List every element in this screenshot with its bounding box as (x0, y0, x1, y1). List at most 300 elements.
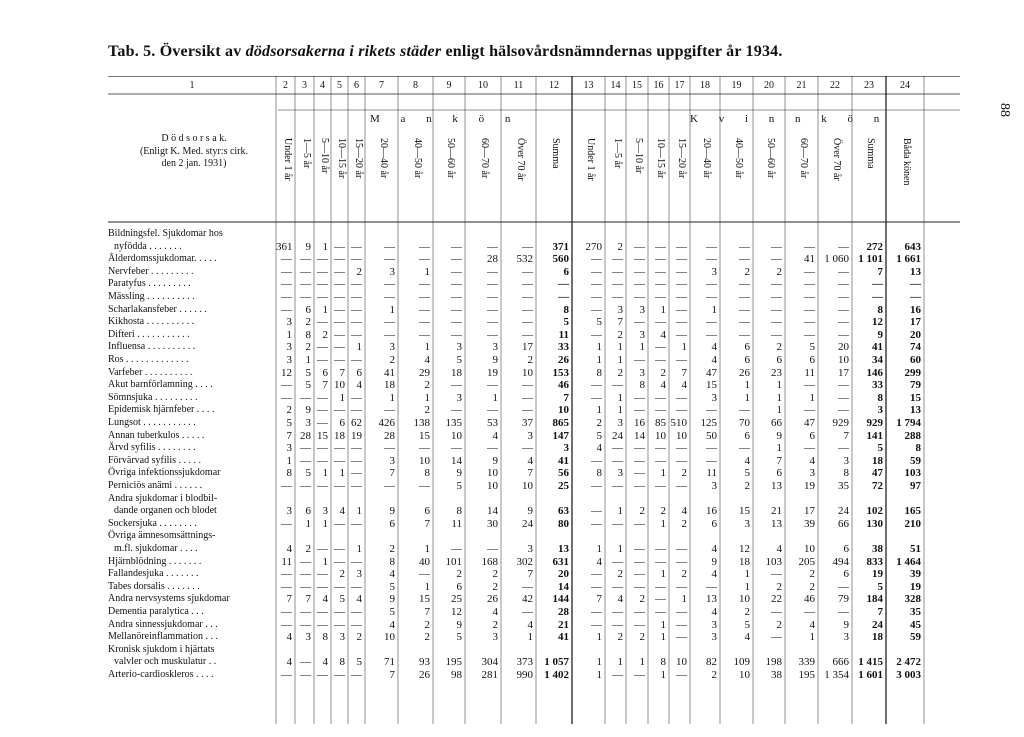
table-cell: — (739, 240, 750, 253)
table-cell: — (300, 253, 311, 266)
table-cell: 8 (424, 467, 430, 480)
table-cell: 1 (596, 631, 602, 644)
table-cell: 1 (776, 379, 782, 392)
table-cell: 2 (639, 593, 645, 606)
table-cell: 34 (872, 354, 883, 366)
table-cell: 47 (872, 467, 883, 480)
table-cell: 929 (866, 417, 883, 429)
table-cell: — (804, 265, 815, 278)
table-cell: 4 (744, 631, 750, 644)
table-cell: 12 (281, 366, 292, 379)
table-cell: — (634, 517, 645, 530)
table-cell: 50 (706, 429, 717, 442)
table-cell: — (634, 240, 645, 253)
table-cell: 4 (744, 454, 750, 467)
table-cell: — (910, 278, 921, 291)
table-cell: — (351, 555, 362, 568)
table-cell: 328 (904, 593, 921, 606)
column-number: 23 (864, 80, 874, 91)
row-label: Mellanöreinflammation . . . (108, 631, 218, 643)
table-cell: 2 (660, 366, 666, 379)
table-cell: 1 661 (896, 253, 921, 266)
table-cell: 2 (389, 543, 395, 555)
table-cell: 1 (639, 656, 645, 669)
table-cell: 299 (904, 366, 921, 379)
age-header-female: 60—70 år (797, 138, 809, 179)
table-cell: 3 (711, 265, 717, 278)
table-cell: — (351, 480, 362, 492)
table-cell: — (634, 467, 645, 480)
table-cell: — (706, 253, 717, 266)
table-cell: 9 (776, 429, 782, 442)
table-cell: — (706, 404, 717, 417)
table-cell: 46 (558, 379, 569, 392)
table-cell: 2 (424, 404, 430, 417)
row-label: Andra nervsystems sjukdomar (108, 593, 230, 605)
table-cell: 11 (706, 467, 717, 480)
table-cell: 25 (451, 593, 462, 606)
table-cell: 15 (739, 505, 750, 518)
table-cell: 560 (552, 253, 569, 266)
table-cell: — (804, 278, 815, 291)
table-cell: — (676, 354, 687, 366)
table-cell: 643 (904, 240, 921, 253)
table-cell: 4 (596, 442, 602, 455)
table-cell: 93 (419, 656, 430, 669)
row-label: Andra sjukdomar i blodbil- (108, 492, 218, 504)
table-cell: 42 (522, 593, 533, 606)
table-cell: — (634, 265, 645, 278)
row-label: Influensa . . . . . . . . . . (108, 341, 196, 353)
table-cell: 41 (558, 631, 569, 644)
table-cell: 7 (843, 429, 849, 442)
row-label: Perniciös anämi . . . . . . (108, 480, 203, 491)
table-cell: — (739, 253, 750, 266)
table-cell: 10 (522, 480, 533, 492)
table-cell: 4 (356, 379, 362, 392)
table-cell: 990 (516, 669, 533, 681)
table-cell: 2 (356, 265, 362, 278)
table-cell: 5 (339, 593, 345, 606)
table-cell: — (634, 316, 645, 329)
table-cell: 1 (617, 391, 623, 404)
table-cell: 11 (451, 517, 462, 530)
table-cell: 7 (389, 669, 395, 681)
table-cell: — (281, 606, 292, 618)
table-cell: 2 (339, 568, 345, 581)
table-cell: 1 (711, 303, 717, 316)
table-cell: 11 (281, 555, 292, 568)
table-cell: — (612, 555, 623, 568)
table-cell: — (351, 354, 362, 366)
table-cell: 5 (389, 606, 395, 618)
table-cell: 1 (389, 303, 395, 316)
table-cell: 21 (771, 505, 782, 518)
table-cell: — (522, 328, 533, 341)
age-header-male: 40—50 år (411, 138, 423, 179)
table-cell: — (771, 328, 782, 341)
table-cell: 1 (356, 543, 362, 555)
table-cell: — (739, 328, 750, 341)
table-cell: 7 (776, 454, 782, 467)
table-cell: — (334, 341, 345, 354)
table-cell: — (771, 316, 782, 329)
table-cell: 1 (596, 669, 602, 681)
table-cell: 2 (711, 669, 717, 681)
table-cell: — (451, 278, 462, 291)
table-cell: — (419, 480, 430, 492)
table-cell: — (281, 265, 292, 278)
table-cell: 6 (389, 517, 395, 530)
table-cell: — (771, 631, 782, 644)
table-cell: 10 (384, 631, 395, 644)
table-cell: 10 (558, 404, 569, 417)
table-cell: 26 (487, 593, 498, 606)
table-cell: — (334, 328, 345, 341)
table-cell: — (351, 316, 362, 329)
table-cell: 1 (356, 505, 362, 518)
age-header-male: 60—70 år (479, 138, 490, 179)
row-label: Bildningsfel. Sjukdomar hos (108, 228, 223, 239)
table-cell: — (676, 606, 687, 618)
row-label: Lungsot . . . . . . . . . . . (108, 417, 196, 428)
table-cell: 17 (838, 366, 849, 379)
table-cell: 7 (339, 366, 345, 379)
table-cell: — (676, 240, 687, 253)
table-cell: 10 (838, 354, 849, 366)
table-cell: 2 (617, 631, 623, 644)
table-cell: 7 (286, 593, 292, 606)
table-cell: 1 (424, 391, 430, 404)
table-cell: 2 (617, 366, 623, 379)
table-cell: — (739, 404, 750, 417)
table-cell: 59 (910, 454, 921, 467)
table-cell: 3 (286, 354, 292, 366)
table-cell: — (419, 316, 430, 329)
table-cell: 8 (339, 656, 345, 669)
table-cell: — (591, 391, 602, 404)
age-header-female: 15—20 år (675, 138, 687, 179)
table-cell: 2 (492, 618, 498, 631)
table-cell: — (522, 265, 533, 278)
table-cell: — (634, 442, 645, 455)
table-cell: 5 (596, 429, 602, 442)
table-cell: — (281, 278, 292, 291)
table-cell: 270 (585, 240, 602, 253)
table-cell: 3 (563, 442, 569, 455)
table-cell: 8 (596, 467, 602, 480)
table-cell: 302 (516, 555, 533, 568)
table-cell: — (591, 606, 602, 618)
table-cell: 4 (286, 543, 292, 555)
table-cell: — (612, 253, 623, 266)
table-cell: 184 (866, 593, 883, 606)
table-cell: 5 (305, 366, 311, 379)
table-cell: 71 (384, 656, 395, 669)
table-cell: 371 (552, 240, 569, 253)
table-cell: 5 (877, 442, 883, 455)
table-cell: 3 (711, 631, 717, 644)
table-cell: 281 (481, 669, 498, 681)
table-cell: 6 (776, 467, 782, 480)
table-cell: — (300, 606, 311, 618)
table-cell: — (300, 454, 311, 467)
table-cell: 2 (776, 265, 782, 278)
table-cell: 66 (838, 517, 849, 530)
table-cell: — (676, 316, 687, 329)
table-cell: 3 (639, 328, 645, 341)
table-cell: — (706, 291, 717, 303)
table-cell: 8 (286, 467, 292, 480)
table-cell: — (281, 303, 292, 316)
table-cell: 18 (451, 366, 462, 379)
table-cell: 37 (522, 417, 533, 429)
table-cell: — (451, 253, 462, 266)
table-cell: 1 601 (858, 669, 883, 681)
table-cell: — (676, 580, 687, 593)
table-cell: 13 (771, 480, 782, 492)
table-cell: 510 (670, 417, 687, 429)
table-cell: 1 (660, 568, 666, 581)
column-number: 11 (513, 80, 524, 91)
table-cell: 1 (322, 240, 328, 253)
table-cell: — (910, 291, 921, 303)
table-cell: — (634, 555, 645, 568)
table-cell: — (334, 303, 345, 316)
table-cell: 3 (639, 303, 645, 316)
row-label: Hjärnblödning . . . . . . . (108, 555, 202, 567)
table-cell: — (676, 669, 687, 681)
table-cell: — (612, 454, 623, 467)
table-cell: 195 (445, 656, 462, 669)
table-cell: — (634, 568, 645, 581)
table-cell: 141 (866, 429, 883, 442)
table-cell: 3 (843, 631, 849, 644)
table-cell: 41 (804, 253, 815, 266)
table-cell: 125 (700, 417, 717, 429)
table-cell: — (522, 278, 533, 291)
table-cell: — (706, 328, 717, 341)
table-cell: 1 (322, 555, 328, 568)
table-cell: 2 (617, 328, 623, 341)
table-cell: — (522, 606, 533, 618)
table-cell: 72 (872, 480, 883, 492)
table-cell: — (838, 379, 849, 392)
table-cell: — (706, 278, 717, 291)
table-cell: — (487, 303, 498, 316)
table-cell: 1 (776, 442, 782, 455)
table-cell: 5 (877, 580, 883, 593)
table-cell: 4 (809, 618, 815, 631)
table-cell: 494 (832, 555, 849, 568)
table-cell: 3 (527, 543, 533, 555)
table-cell: — (334, 404, 345, 417)
table-cell: 13 (558, 543, 569, 555)
table-cell: 4 (356, 593, 362, 606)
table-cell: 85 (655, 417, 666, 429)
table-cell: — (634, 391, 645, 404)
table-cell: 26 (558, 354, 569, 366)
table-cell: 4 (711, 568, 717, 581)
column-number: 12 (549, 80, 559, 91)
table-cell: 7 (424, 517, 430, 530)
age-header-female: 20—40 år (701, 138, 712, 179)
table-cell: — (300, 568, 311, 581)
table-cell: — (591, 454, 602, 467)
table-cell: 1 101 (858, 253, 883, 266)
table-cell: — (300, 291, 311, 303)
table-cell: — (334, 555, 345, 568)
table-cell: 70 (739, 417, 750, 429)
table-cell: 5 (286, 417, 292, 429)
table-cell: — (351, 618, 362, 631)
table-cell: 1 (322, 303, 328, 316)
table-cell: 1 794 (896, 417, 921, 429)
column-number: 5 (337, 80, 342, 91)
table-cell: — (281, 379, 292, 392)
table-cell: 18 (384, 379, 395, 392)
table-cell: 6 (744, 429, 750, 442)
table-cell: 4 (389, 568, 395, 581)
table-cell: 153 (552, 366, 569, 379)
row-label: Varfeber . . . . . . . . . . (108, 366, 193, 378)
table-cell: 24 (612, 429, 623, 442)
table-cell: — (676, 543, 687, 555)
table-cell: — (451, 303, 462, 316)
table-cell: — (281, 391, 292, 404)
table-cell: — (558, 291, 569, 303)
table-cell: 47 (804, 417, 815, 429)
row-label: Sockersjuka . . . . . . . . (108, 517, 197, 529)
table-cell: 79 (838, 593, 849, 606)
table-cell: — (655, 454, 666, 467)
table-cell: — (487, 265, 498, 278)
table-cell: 8 (877, 303, 883, 316)
table-cell: — (804, 328, 815, 341)
table-cell: — (419, 240, 430, 253)
table-cell: 7 (617, 316, 623, 329)
table-cell: — (317, 580, 328, 593)
table-cell: — (451, 316, 462, 329)
table-cell: 2 (639, 631, 645, 644)
table-cell: 29 (419, 366, 430, 379)
table-cell: — (300, 618, 311, 631)
column-number: 19 (731, 80, 742, 91)
table-cell: 4 (424, 354, 430, 366)
table-cell: — (838, 278, 849, 291)
table-cell: — (522, 316, 533, 329)
table-cell: 7 (322, 379, 328, 392)
row-label: Fallandesjuka . . . . . . . (108, 568, 199, 580)
table-cell: 198 (765, 656, 782, 669)
table-cell: — (655, 391, 666, 404)
table-cell: 3 (639, 366, 645, 379)
table-cell: — (317, 606, 328, 618)
table-cell: 30 (487, 517, 498, 530)
table-cell: — (300, 391, 311, 404)
table-cell: 7 (389, 467, 395, 480)
table-cell: — (334, 442, 345, 455)
table-cell: 14 (634, 429, 645, 442)
column-number: 20 (764, 80, 774, 91)
table-cell: — (612, 480, 623, 492)
table-cell: 4 (711, 543, 717, 555)
table-cell: 4 (711, 606, 717, 618)
table-cell: — (300, 555, 311, 568)
table-cell: 1 (617, 543, 623, 555)
table-cell: 10 (451, 429, 462, 442)
age-header-male: 5—10 år (318, 138, 330, 174)
table-cell: 16 (634, 417, 645, 429)
table-cell: — (591, 303, 602, 316)
table-cell: 13 (910, 265, 921, 278)
table-cell: 6 (744, 354, 750, 366)
table-cell: — (591, 253, 602, 266)
table-cell: 28 (300, 429, 311, 442)
table-cell: — (351, 580, 362, 593)
column-number: 6 (354, 80, 359, 91)
table-cell: 2 472 (896, 656, 921, 669)
table-cell: 144 (552, 593, 569, 606)
table-cell: — (634, 669, 645, 681)
table-cell: — (522, 303, 533, 316)
table-cell: 21 (558, 618, 569, 631)
table-cell: 10 (334, 379, 345, 392)
table-cell: — (838, 606, 849, 618)
table-cell: 138 (413, 417, 430, 429)
table-cell: 865 (552, 417, 569, 429)
table-cell: 41 (384, 366, 395, 379)
table-cell: 35 (910, 606, 921, 618)
table-cell: — (676, 404, 687, 417)
table-cell: — (451, 404, 462, 417)
table-cell: 38 (872, 543, 883, 555)
table-cell: 1 060 (824, 253, 849, 266)
table-cell: 53 (487, 417, 498, 429)
table-cell: 7 (563, 391, 569, 404)
table-cell: — (655, 442, 666, 455)
table-cell: 1 (596, 404, 602, 417)
table-cell: — (351, 291, 362, 303)
table-cell: — (655, 543, 666, 555)
row-label: Akut barnförlamning . . . . (108, 379, 213, 391)
table-cell: 9 (527, 505, 533, 518)
column-number: 18 (700, 80, 710, 91)
table-cell: — (317, 316, 328, 329)
table-cell: 1 (424, 543, 430, 555)
table-cell: — (771, 606, 782, 618)
table-cell: 5 (563, 316, 569, 329)
table-cell: — (351, 278, 362, 291)
table-cell: 7 (424, 606, 430, 618)
table-cell: 4 (322, 593, 328, 606)
table-cell: — (351, 391, 362, 404)
table-cell: — (281, 480, 292, 492)
table-cell: 28 (558, 606, 569, 618)
table-cell: 2 (681, 517, 687, 530)
table-cell: 4 (660, 379, 666, 392)
table-cell: — (591, 278, 602, 291)
table-cell: — (591, 517, 602, 530)
table-cell: — (676, 631, 687, 644)
table-cell: — (655, 265, 666, 278)
table-cell: — (838, 328, 849, 341)
table-cell: 2 (776, 580, 782, 593)
table-cell: — (612, 379, 623, 392)
table-cell: 2 (286, 404, 292, 417)
table-cell: 2 (776, 341, 782, 354)
table-cell: — (487, 379, 498, 392)
